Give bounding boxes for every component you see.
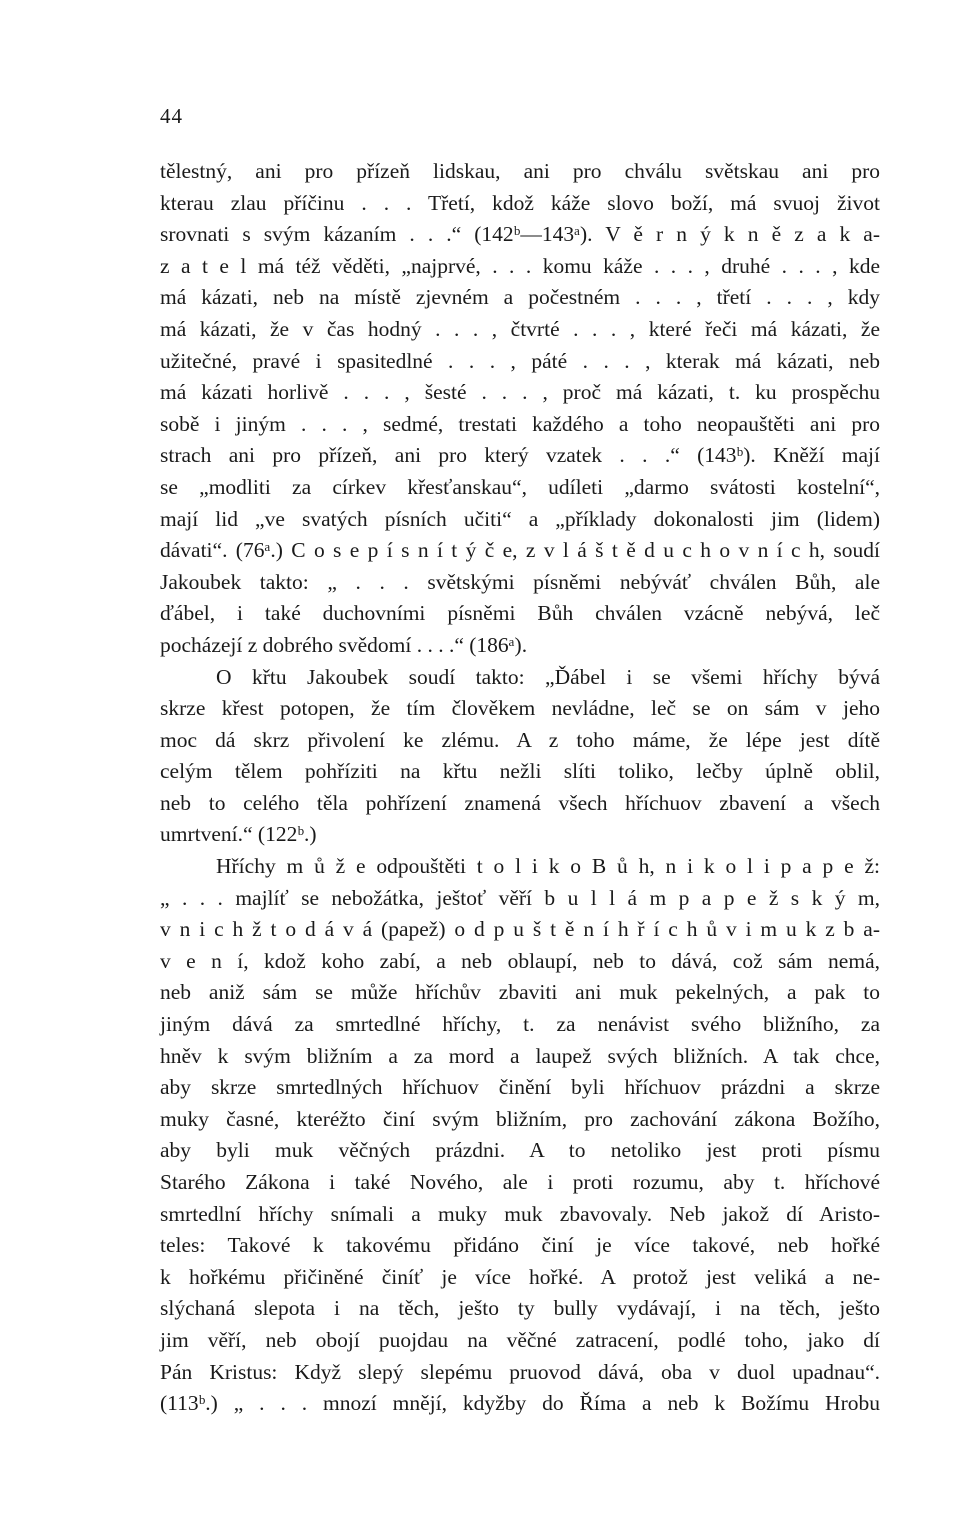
text-line: „ . . . majlíť se nebožátka, ještoť věří b u l l á m p a p e ž s k ý m, bbox=[160, 885, 880, 910]
text-line: (113ᵇ.) „ . . . mnozí mnějí, kdyžby do Říma a neb k Božímu Hrobu bbox=[160, 1391, 880, 1416]
text-line: z a t e l má též věděti, „najprvé, . . . komu káže . . . , druhé . . . , kde bbox=[160, 253, 880, 278]
text-line: muky časné, kteréžto činí svým bližním, pro zachování zákona Božího, bbox=[160, 1106, 880, 1131]
text-line: Jakoubek takto: „ . . . světskými písněmi nebýváť chválen Bůh, ale bbox=[160, 569, 880, 594]
text-line: k hořkému přičiněné činíť je více hořké. A protož jest veliká a ne- bbox=[160, 1264, 880, 1289]
text-line: srovnati s svým kázaním . . .“ (142ᵇ—143ᵃ). V ě r n ý k n ě z a k a- bbox=[160, 222, 880, 247]
body-text bbox=[160, 156, 880, 1420]
text-line: má kázati horlivě . . . , šesté . . . , proč má kázati, t. ku prospěchu bbox=[160, 380, 880, 405]
text-line: pocházejí z dobrého svědomí . . . .“ (186ᵃ). bbox=[160, 632, 528, 657]
text-line: užitečné, pravé i spasitedlné . . . , páté . . . , kterak má kázati, neb bbox=[160, 348, 880, 373]
text-line: Starého Zákona i také Nového, ale i proti rozumu, aby t. hříchové bbox=[160, 1170, 880, 1194]
text-line: jiným dává za smrtedlné hříchy, t. za nenávist svého bližního, za bbox=[160, 1012, 880, 1037]
text-line: tělestný, ani pro přízeň lidskau, ani pro chválu světskau ani pro bbox=[160, 159, 880, 183]
text-line: má kázati, neb na místě zjevném a počestném . . . , třetí . . . , kdy bbox=[160, 285, 880, 310]
text-line: umrtvení.“ (122ᵇ.) bbox=[160, 822, 317, 847]
text-line: neb aniž sám se může hříchův zbaviti ani muk pekelných, a pak to bbox=[160, 980, 880, 1005]
text-line: Hříchy m ů ž e odpouštěti t o l i k o B ů h, n i k o l i p a p e ž: bbox=[216, 854, 880, 879]
text-line: teles: Takové k takovému přidáno činí je více takové, neb hořké bbox=[160, 1233, 880, 1258]
text-line: sobě i jiným . . . , sedmé, trestati každého a toho neopauštěti ani pro bbox=[160, 411, 880, 436]
text-line: dávati“. (76ᵃ.) C o s e p í s n í t ý č e, z v l á š t ě d u c h o v n í c h, soudí bbox=[160, 538, 880, 563]
text-line: O křtu Jakoubek soudí takto: „Ďábel i se všemi hříchy bývá bbox=[216, 664, 880, 689]
text-line: smrtedlní hříchy snímali a muky muk zbavovaly. Neb jakož dí Aristo- bbox=[160, 1201, 880, 1226]
text-line: se „modliti za církev křesťanskau“, udíleti „darmo svátosti kostelní“, bbox=[160, 474, 880, 499]
text-line: jim věří, neb obojí puojdau na věčné zatracení, podlé toho, jako dí bbox=[160, 1327, 880, 1352]
text-line: mají lid „ve svatých písních učiti“ a „příklady dokonalosti jim (lidem) bbox=[160, 506, 880, 531]
text-line: ďábel, i také duchovními písněmi Bůh chválen vzácně nebývá, leč bbox=[160, 601, 880, 626]
text-line: aby skrze smrtedlných hříchuov činění byli hříchuov prázdni a skrze bbox=[160, 1075, 880, 1100]
text-line: celým tělem pohříziti na křtu nežli slíti toliko, lečby úplně oblil, bbox=[160, 759, 880, 784]
page-number: 44 bbox=[160, 104, 183, 128]
text-line: slýchaná slepota i na těch, ješto ty bully vydávají, i na těch, ješto bbox=[160, 1296, 880, 1321]
text-line: kterau zlau příčinu . . . Třetí, kdož káže slovo boží, má svuoj život bbox=[160, 190, 880, 215]
text-line: aby byli muk věčných prázdni. A to netoliko jest proti písmu bbox=[160, 1138, 880, 1163]
text-line: neb to celého těla pohřízení znamená všech hříchuov zbavení a všech bbox=[160, 790, 880, 815]
text-line: skrze křest potopen, že tím člověkem nevládne, leč se on sám v jeho bbox=[160, 696, 880, 721]
text-line: Pán Kristus: Když slepý slepému pruovod dává, oba v duol upadnau“. bbox=[160, 1359, 880, 1384]
text-line: v n i c h ž t o d á v á (papež) o d p u š t ě n í h ř í c h ů v i m u k z b a- bbox=[160, 917, 880, 942]
text-line: v e n í, kdož koho zabí, a neb oblaupí, neb to dává, což sám nemá, bbox=[160, 948, 880, 973]
text-line: má kázati, že v čas hodný . . . , čtvrté . . . , které řeči má kázati, že bbox=[160, 316, 880, 341]
text-line: strach ani pro přízeň, ani pro který vzatek . . .“ (143ᵇ). Kněží mají bbox=[160, 443, 880, 468]
text-line: hněv k svým bližním a za mord a laupež svých bližních. A tak chce, bbox=[160, 1043, 880, 1068]
text-line: moc dá skrz přivolení ke zlému. A z toho máme, že lépe jest dítě bbox=[160, 727, 880, 752]
